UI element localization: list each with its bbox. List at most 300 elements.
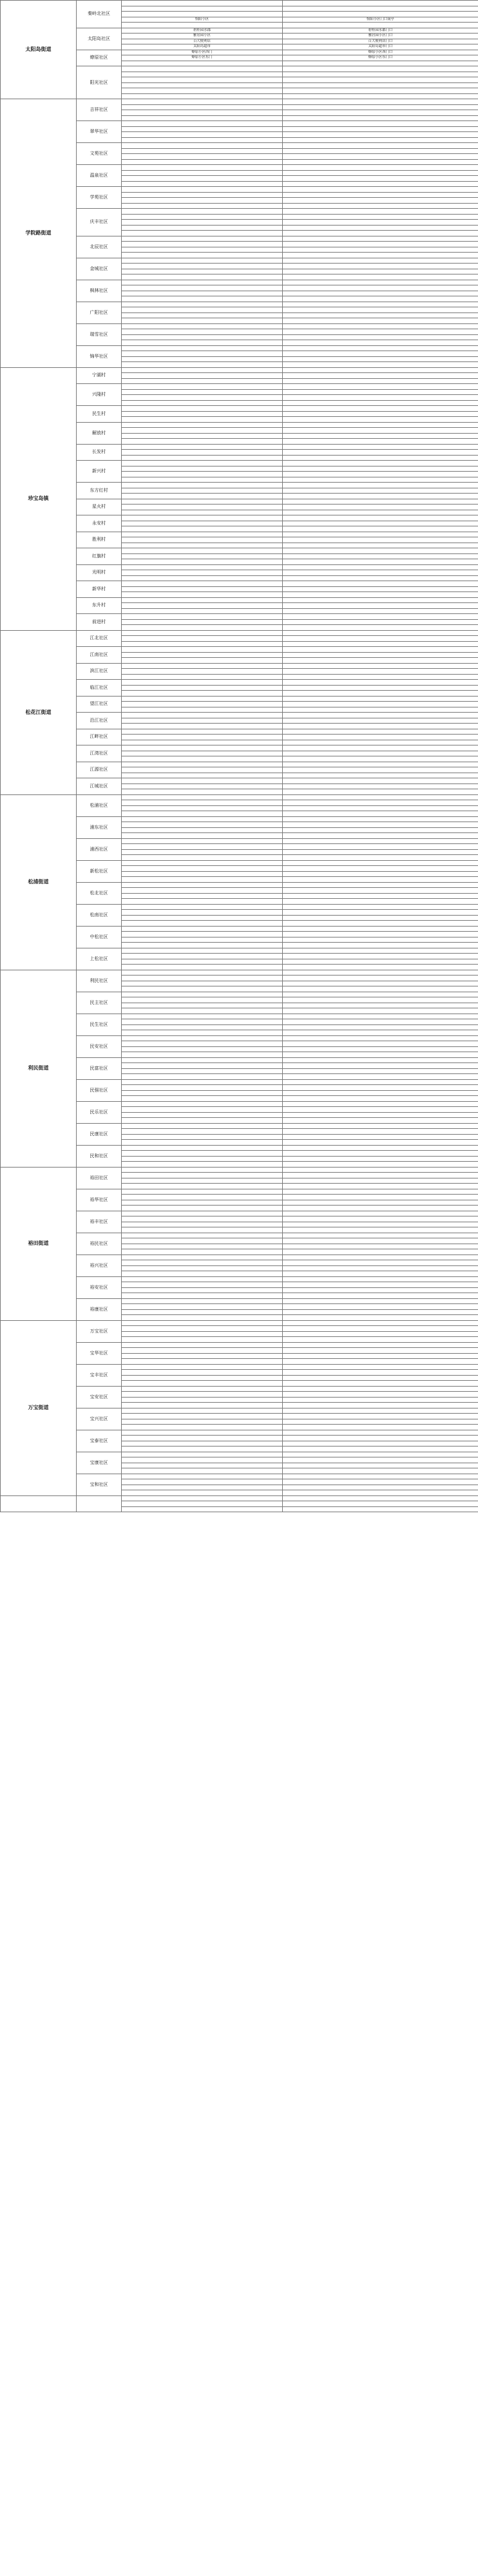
- site-name-cell: [122, 581, 283, 587]
- site-name-cell: [122, 959, 283, 965]
- community-name-cell: 松北社区: [77, 882, 122, 904]
- site-name-cell: [122, 1298, 283, 1304]
- site-name-cell: [122, 532, 283, 537]
- site-name-cell: [122, 1046, 283, 1052]
- site-name-cell: [122, 1211, 283, 1216]
- site-address-cell: [283, 264, 478, 269]
- site-name-cell: [122, 77, 283, 83]
- site-name-cell: [122, 597, 283, 603]
- site-name-cell: [122, 389, 283, 395]
- community-name-cell: 北辰社区: [77, 236, 122, 258]
- site-address-cell: [283, 1386, 478, 1392]
- site-address-cell: [283, 1254, 478, 1260]
- site-address-cell: [283, 1156, 478, 1162]
- site-address-cell: [283, 220, 478, 226]
- site-name-cell: [122, 1, 283, 6]
- site-name-cell: [122, 1145, 283, 1151]
- site-name-cell: [122, 6, 283, 12]
- site-address-cell: [283, 685, 478, 691]
- site-name-cell: [122, 444, 283, 450]
- site-address-cell: [283, 871, 478, 877]
- site-address-cell: [283, 384, 478, 390]
- community-name-cell: 利民社区: [77, 970, 122, 992]
- site-address-cell: [283, 877, 478, 883]
- site-address-cell: [283, 406, 478, 412]
- site-name-cell: [122, 1200, 283, 1206]
- site-name-cell: [122, 751, 283, 756]
- site-name-cell: [122, 198, 283, 204]
- site-address-cell: [283, 899, 478, 905]
- site-name-cell: [122, 1019, 283, 1025]
- site-address-cell: [283, 334, 478, 340]
- site-name-cell: [122, 893, 283, 899]
- site-address-cell: [283, 23, 478, 28]
- site-name-cell: [122, 99, 283, 105]
- site-name-cell: [122, 302, 283, 307]
- site-address-cell: [283, 1430, 478, 1436]
- community-name-cell: 东方红村: [77, 483, 122, 499]
- table-row: [1, 1320, 478, 1326]
- site-name-cell: [122, 499, 283, 505]
- community-name-cell: 枫林社区: [77, 280, 122, 302]
- site-address-cell: [283, 1315, 478, 1321]
- site-name-cell: [122, 121, 283, 127]
- site-name-cell: [122, 132, 283, 138]
- site-address-cell: [283, 838, 478, 844]
- site-address-cell: [283, 910, 478, 916]
- site-name-cell: [122, 1430, 283, 1436]
- site-address-cell: [283, 411, 478, 417]
- site-name-cell: [122, 483, 283, 488]
- site-name-cell: [122, 264, 283, 269]
- site-address-cell: [283, 937, 478, 943]
- site-address-cell: [283, 488, 478, 494]
- site-address-cell: [283, 921, 478, 927]
- site-address-cell: [283, 669, 478, 675]
- site-name-cell: [122, 66, 283, 72]
- site-name-cell: [122, 871, 283, 877]
- site-address-cell: [283, 1419, 478, 1425]
- site-address-cell: [283, 1490, 478, 1496]
- site-name-cell: [122, 625, 283, 631]
- site-name-cell: [122, 170, 283, 176]
- site-address-cell: [283, 713, 478, 718]
- site-name-cell: [122, 384, 283, 390]
- table-body: [1, 1, 478, 1512]
- site-name-cell: [122, 783, 283, 789]
- site-address-cell: [283, 1436, 478, 1441]
- site-name-cell: [122, 986, 283, 992]
- community-name-cell: 新松社区: [77, 860, 122, 882]
- site-name-cell: [122, 1485, 283, 1490]
- site-address-cell: [283, 702, 478, 707]
- site-address-cell: [283, 1222, 478, 1227]
- site-address-cell: [283, 307, 478, 313]
- site-name-cell: [122, 948, 283, 954]
- site-name-cell: [122, 1090, 283, 1096]
- site-address-cell: [283, 461, 478, 466]
- community-name-cell: 宝康社区: [77, 1452, 122, 1474]
- community-name-cell: 燎原社区: [77, 50, 122, 66]
- site-address-cell: [283, 932, 478, 937]
- site-name-cell: [122, 285, 283, 291]
- site-address-cell: [283, 860, 478, 866]
- site-name-cell: [122, 450, 283, 456]
- site-name-cell: [122, 1320, 283, 1326]
- site-name-cell: [122, 494, 283, 499]
- community-name-cell: 民生村: [77, 406, 122, 423]
- site-address-cell: [283, 444, 478, 450]
- site-name-cell: [122, 1260, 283, 1266]
- site-address-cell: [283, 1249, 478, 1255]
- site-address-cell: [283, 926, 478, 932]
- site-address-cell: [283, 691, 478, 697]
- site-address-cell: [283, 291, 478, 296]
- site-name-cell: [122, 745, 283, 751]
- site-address-cell: [283, 1123, 478, 1129]
- site-name-cell: [122, 849, 283, 855]
- site-name-cell: [122, 685, 283, 691]
- site-name-cell: [122, 559, 283, 565]
- site-name-cell: [122, 488, 283, 494]
- community-name-cell: 翠华社区: [77, 121, 122, 143]
- site-address-cell: [283, 581, 478, 587]
- site-address-cell: [283, 1019, 478, 1025]
- site-name-cell: [122, 1265, 283, 1271]
- site-address-cell: [283, 1375, 478, 1381]
- site-address-cell: [283, 1414, 478, 1419]
- site-address-cell: [283, 1457, 478, 1463]
- site-name-cell: [122, 674, 283, 680]
- site-address-cell: [283, 1041, 478, 1047]
- site-address-cell: [283, 285, 478, 291]
- site-name-cell: [122, 1353, 283, 1359]
- table-row: [1, 630, 478, 636]
- site-name-cell: [122, 505, 283, 510]
- community-name-cell: 红旗村: [77, 548, 122, 565]
- site-name-cell: [122, 735, 283, 740]
- site-name-cell: [122, 1052, 283, 1058]
- site-address-cell: [283, 258, 478, 264]
- site-address-cell: [283, 1145, 478, 1151]
- site-name-cell: [122, 1227, 283, 1233]
- site-name-cell: [122, 214, 283, 220]
- site-name-cell: [122, 159, 283, 165]
- site-name-cell: [122, 1276, 283, 1282]
- site-name-cell: [122, 1244, 283, 1249]
- site-address-cell: [283, 187, 478, 193]
- site-name-cell: [122, 203, 283, 209]
- site-address-cell: [283, 553, 478, 559]
- site-address-cell: [283, 915, 478, 921]
- site-address-cell: [283, 778, 478, 784]
- site-address-cell: [283, 827, 478, 833]
- site-name-cell: [122, 888, 283, 894]
- community-name-cell: 沿江社区: [77, 713, 122, 729]
- site-name-cell: [122, 378, 283, 384]
- site-address-cell: [283, 378, 478, 384]
- site-name-cell: [122, 1441, 283, 1447]
- site-name-cell: 怡阳小区: [122, 17, 283, 23]
- site-name-cell: [122, 1474, 283, 1479]
- site-address-cell: [283, 477, 478, 483]
- community-name-cell: 裕康社区: [77, 1298, 122, 1320]
- site-name-cell: [122, 1008, 283, 1014]
- site-name-cell: [122, 115, 283, 121]
- site-address-cell: [283, 214, 478, 220]
- site-address-cell: [283, 1271, 478, 1277]
- site-address-cell: [283, 893, 478, 899]
- site-name-cell: [122, 23, 283, 28]
- site-address-cell: [283, 976, 478, 981]
- site-address-cell: [283, 1118, 478, 1124]
- site-address-cell: [283, 570, 478, 576]
- site-address-cell: [283, 526, 478, 532]
- site-address-cell: [283, 608, 478, 614]
- community-name-cell: 宝丰社区: [77, 1364, 122, 1386]
- site-address-cell: [283, 1211, 478, 1216]
- site-name-cell: [122, 1364, 283, 1370]
- site-address-cell: [283, 12, 478, 17]
- site-name-cell: [122, 1315, 283, 1321]
- community-name-cell: 新兴村: [77, 461, 122, 483]
- site-name-cell: [122, 1249, 283, 1255]
- site-name-cell: [122, 680, 283, 686]
- site-name-cell: [122, 1134, 283, 1140]
- site-address-cell: [283, 1309, 478, 1315]
- site-name-cell: [122, 537, 283, 543]
- site-name-cell: [122, 932, 283, 937]
- site-name-cell: [122, 1331, 283, 1337]
- site-name-cell: [122, 1096, 283, 1102]
- site-name-cell: [122, 373, 283, 379]
- site-name-cell: [122, 1397, 283, 1403]
- site-name-cell: [122, 1408, 283, 1414]
- site-address-cell: [283, 630, 478, 636]
- table-row: [1, 367, 478, 373]
- site-name-cell: [122, 800, 283, 806]
- site-address-cell: [283, 641, 478, 647]
- site-name-cell: [122, 93, 283, 99]
- site-address-cell: 燎原小区东门口: [283, 55, 478, 61]
- site-name-cell: [122, 663, 283, 669]
- site-name-cell: [122, 312, 283, 318]
- site-name-cell: [122, 1085, 283, 1091]
- site-address-cell: [283, 1348, 478, 1354]
- site-name-cell: [122, 630, 283, 636]
- site-address-cell: [283, 159, 478, 165]
- site-name-cell: [122, 1216, 283, 1222]
- site-name-cell: 雅居园小区: [122, 34, 283, 39]
- site-name-cell: [122, 411, 283, 417]
- site-address-cell: 雅居园小区门口: [283, 34, 478, 39]
- community-name-cell: 临江社区: [77, 680, 122, 697]
- site-name-cell: [122, 334, 283, 340]
- site-address-cell: [283, 472, 478, 477]
- site-name-cell: [122, 417, 283, 423]
- community-name-cell: 民强社区: [77, 1079, 122, 1101]
- site-name-cell: [122, 1129, 283, 1135]
- site-address-cell: [283, 1260, 478, 1266]
- site-address-cell: [283, 1189, 478, 1195]
- site-name-cell: [122, 1375, 283, 1381]
- site-name-cell: [122, 1506, 283, 1512]
- site-address-cell: [283, 1495, 478, 1501]
- community-name-cell: 前进村: [77, 614, 122, 631]
- site-address-cell: [283, 1359, 478, 1365]
- site-name-cell: [122, 904, 283, 910]
- site-address-cell: [283, 176, 478, 182]
- community-name-cell: 江南社区: [77, 647, 122, 664]
- site-address-cell: [283, 970, 478, 976]
- site-name-cell: [122, 1414, 283, 1419]
- site-name-cell: [122, 619, 283, 625]
- site-address-cell: [283, 943, 478, 948]
- community-name-cell: [77, 1495, 122, 1512]
- site-address-cell: [283, 494, 478, 499]
- site-name-cell: [122, 137, 283, 143]
- site-address-cell: [283, 696, 478, 702]
- site-address-cell: [283, 954, 478, 959]
- site-address-cell: [283, 395, 478, 401]
- site-address-cell: [283, 154, 478, 160]
- site-address-cell: [283, 844, 478, 850]
- site-address-cell: [283, 1276, 478, 1282]
- site-name-cell: [122, 318, 283, 324]
- site-name-cell: [122, 833, 283, 839]
- site-address-cell: [283, 126, 478, 132]
- site-address-cell: [283, 1403, 478, 1408]
- site-name-cell: [122, 1463, 283, 1468]
- site-name-cell: [122, 1254, 283, 1260]
- site-address-cell: [283, 1046, 478, 1052]
- site-address-cell: [283, 66, 478, 72]
- site-name-cell: [122, 1238, 283, 1244]
- site-address-cell: [283, 597, 478, 603]
- site-name-cell: [122, 1151, 283, 1157]
- community-name-cell: 温泉社区: [77, 165, 122, 187]
- site-name-cell: [122, 126, 283, 132]
- site-address-cell: [283, 1298, 478, 1304]
- site-name-cell: [122, 926, 283, 932]
- site-name-cell: [122, 1195, 283, 1200]
- site-address-cell: [283, 1468, 478, 1474]
- community-name-cell: 滨江社区: [77, 663, 122, 680]
- site-name-cell: [122, 1167, 283, 1173]
- site-address-cell: [283, 756, 478, 762]
- site-name-cell: [122, 466, 283, 472]
- site-address-cell: 百大便利店门口: [283, 39, 478, 44]
- site-address-cell: [283, 247, 478, 253]
- site-name-cell: [122, 258, 283, 264]
- site-address-cell: [283, 466, 478, 472]
- site-address-cell: [283, 1074, 478, 1080]
- site-address-cell: [283, 1008, 478, 1014]
- site-name-cell: [122, 899, 283, 905]
- site-address-cell: [283, 762, 478, 767]
- site-name-cell: [122, 110, 283, 116]
- site-name-cell: [122, 455, 283, 461]
- site-address-cell: [283, 236, 478, 242]
- site-address-cell: [283, 1227, 478, 1233]
- community-name-cell: 宁湖村: [77, 367, 122, 384]
- site-name-cell: [122, 778, 283, 784]
- site-address-cell: [283, 1, 478, 6]
- site-address-cell: [283, 1447, 478, 1452]
- site-name-cell: [122, 1403, 283, 1408]
- site-address-cell: [283, 1293, 478, 1299]
- site-address-cell: [283, 88, 478, 94]
- site-address-cell: [283, 805, 478, 811]
- site-address-cell: [283, 1068, 478, 1074]
- table-row: [1, 1, 478, 6]
- site-name-cell: [122, 794, 283, 800]
- site-name-cell: [122, 816, 283, 822]
- site-name-cell: [122, 1206, 283, 1211]
- site-name-cell: [122, 943, 283, 948]
- site-name-cell: [122, 406, 283, 412]
- site-address-cell: [283, 992, 478, 997]
- site-name-cell: [122, 192, 283, 198]
- site-address-cell: [283, 1501, 478, 1507]
- site-name-cell: [122, 242, 283, 247]
- site-name-cell: [122, 1425, 283, 1430]
- site-address-cell: [283, 1506, 478, 1512]
- site-name-cell: [122, 702, 283, 707]
- site-name-cell: [122, 844, 283, 850]
- site-name-cell: [122, 921, 283, 927]
- community-name-cell: 裕丰社区: [77, 1211, 122, 1233]
- site-address-cell: [283, 1463, 478, 1468]
- table-row: [1, 99, 478, 105]
- site-address-cell: 怡阳小区门口岗亭: [283, 17, 478, 23]
- site-address-cell: [283, 724, 478, 729]
- site-name-cell: [122, 1304, 283, 1310]
- community-name-cell: 宝兴社区: [77, 1408, 122, 1430]
- site-name-cell: [122, 696, 283, 702]
- community-name-cell: 金城社区: [77, 258, 122, 280]
- site-address-cell: [283, 586, 478, 592]
- community-name-cell: 江源社区: [77, 762, 122, 778]
- community-name-cell: 浦东社区: [77, 816, 122, 838]
- site-address-cell: [283, 1485, 478, 1490]
- site-address-cell: [283, 1003, 478, 1008]
- site-name-cell: [122, 395, 283, 401]
- site-address-cell: [283, 362, 478, 368]
- site-address-cell: [283, 1090, 478, 1096]
- site-name-cell: [122, 669, 283, 675]
- site-address-cell: [283, 783, 478, 789]
- site-name-cell: [122, 422, 283, 428]
- community-name-cell: 光明村: [77, 564, 122, 581]
- site-address-cell: [283, 575, 478, 581]
- site-address-cell: [283, 636, 478, 642]
- site-name-cell: [122, 1162, 283, 1168]
- street-name-cell: 松浦街道: [1, 794, 77, 970]
- site-address-cell: [283, 789, 478, 795]
- site-address-cell: [283, 959, 478, 965]
- community-name-cell: 阳光社区: [77, 66, 122, 99]
- site-name-cell: [122, 400, 283, 406]
- site-name-cell: [122, 997, 283, 1003]
- street-name-cell: 万宝街道: [1, 1320, 77, 1495]
- site-name-cell: [122, 1156, 283, 1162]
- site-name-cell: [122, 323, 283, 329]
- site-address-cell: [283, 888, 478, 894]
- site-name-cell: [122, 915, 283, 921]
- site-address-cell: [283, 351, 478, 357]
- site-address-cell: [283, 1381, 478, 1387]
